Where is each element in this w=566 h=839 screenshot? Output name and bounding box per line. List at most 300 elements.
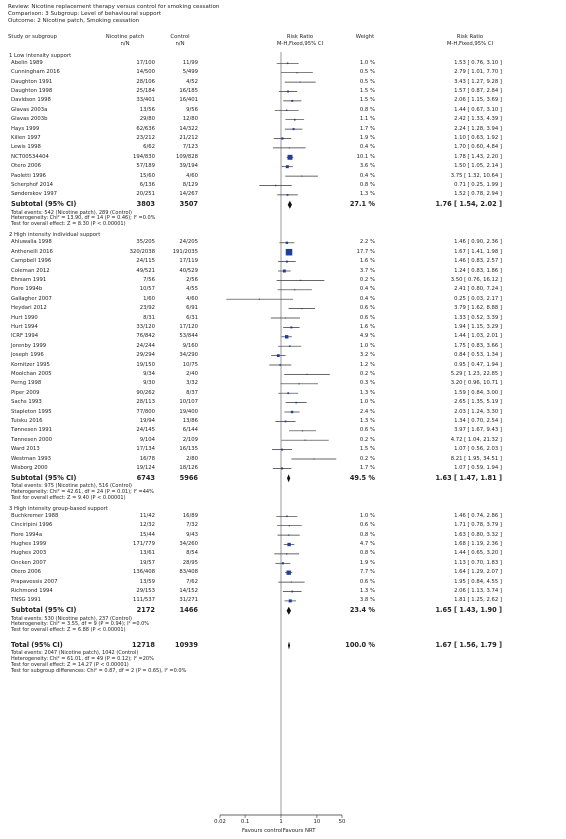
study-weight: 0.3 % — [359, 380, 375, 387]
total-ci: 1.67 [ 1.56, 1.79 ] — [435, 641, 502, 649]
study-name: Oncken 2007 — [11, 559, 47, 566]
study-name: Glavas 2003a — [11, 106, 48, 113]
effect-square — [285, 317, 286, 318]
effect-square — [294, 119, 296, 121]
subtotal-exp: 6743 — [136, 473, 155, 482]
study-exp: 62/636 — [136, 125, 155, 132]
subtotal-exp: 3803 — [136, 200, 155, 209]
study-exp: 13/61 — [139, 550, 155, 557]
study-ci: 1.68 [ 1.19, 2.36 ] — [454, 541, 502, 547]
heterogeneity-note: Heterogeneity: Chi² = 42.61, df = 24 (P = 0.01); I² =44% — [11, 488, 154, 495]
study-exp: 33/401 — [136, 97, 155, 104]
study-exp: 320/2038 — [129, 248, 155, 255]
study-name: Campbell 1996 — [11, 258, 52, 265]
study-name: Anthenelli 2016 — [11, 248, 53, 255]
subtotal-diamond — [287, 607, 291, 615]
study-name: Davidson 1998 — [11, 97, 51, 104]
comparison-title: Comparison: 3 Subgroup: Level of behavioural support — [8, 11, 162, 17]
study-weight: 1.9 % — [359, 559, 375, 566]
col-rr: Risk Ratio — [286, 34, 314, 40]
study-name: Wisborg 2000 — [11, 464, 48, 471]
study-ci: 8.21 [ 1.95, 34.51 ] — [450, 455, 502, 462]
study-ctl: 6/91 — [186, 305, 198, 312]
study-weight: 0.5 % — [359, 78, 375, 85]
study-ctl: 17/119 — [179, 258, 198, 265]
heterogeneity-note: Total events: 542 (Nicotine patch), 289 (Control) — [11, 209, 132, 216]
study-ci: 2.06 [ 1.15, 3.69 ] — [454, 97, 502, 104]
subtotal-ci: 1.76 [ 1.54, 2.02 ] — [435, 200, 502, 209]
study-name: Gallagher 2007 — [11, 295, 52, 302]
study-ctl: 9/160 — [182, 342, 198, 349]
subtotal-diamond — [288, 201, 292, 209]
subtotal-exp: 2172 — [136, 606, 155, 615]
study-name: Hays 1999 — [11, 125, 40, 132]
study-exp: 29/294 — [136, 352, 155, 359]
study-exp: 111/537 — [132, 597, 155, 604]
study-name: Daughton 1998 — [11, 88, 53, 94]
study-weight: 0.8 % — [359, 182, 375, 188]
study-name: Scherphof 2014 — [11, 182, 54, 188]
study-exp: 19/94 — [139, 417, 155, 424]
study-name: Westman 1993 — [11, 455, 51, 462]
study-ci: 2.41 [ 0.80, 7.24 ] — [454, 286, 502, 293]
effect-square — [289, 599, 292, 602]
heterogeneity-note: Total events: 975 (Nicotine patch), 516 (Control) — [11, 483, 132, 490]
subtotal-weight: 49.5 % — [349, 473, 375, 482]
study-exp: 13/56 — [139, 106, 155, 113]
study-ctl: 10/107 — [179, 399, 198, 406]
study-ctl: 7/62 — [186, 578, 198, 585]
study-exp: 6/62 — [143, 144, 155, 151]
review-title: Review: Nicotine replacement therapy versus control for smoking cessation — [8, 4, 220, 10]
study-ctl: 14/267 — [179, 191, 198, 198]
study-name: Sachs 1993 — [11, 399, 42, 406]
effect-square — [285, 421, 287, 423]
study-ci: 1.50 [ 1.05, 2.14 ] — [454, 163, 502, 170]
study-ci: 3.97 [ 1.67, 9.43 ] — [454, 427, 502, 434]
effect-square — [299, 383, 300, 384]
effect-square — [296, 72, 297, 73]
study-exp: 19/124 — [136, 464, 155, 471]
study-ctl: 39/194 — [179, 163, 198, 170]
study-name: Stapleton 1995 — [11, 408, 52, 415]
effect-square — [291, 591, 293, 593]
effect-square — [281, 137, 283, 139]
study-ci: 2.03 [ 1.24, 3.30 ] — [454, 408, 502, 415]
study-name: Joseph 1996 — [11, 352, 44, 359]
study-exp: 9/104 — [139, 436, 155, 443]
study-weight: 1.6 % — [359, 323, 375, 330]
effect-square — [293, 128, 295, 130]
study-ctl: 40/529 — [179, 267, 198, 274]
effect-square — [301, 176, 302, 177]
study-name: Ahluwalia 1998 — [11, 239, 52, 246]
study-exp: 24/244 — [136, 342, 155, 349]
study-ci: 2.65 [ 1.35, 5.19 ] — [454, 399, 502, 406]
study-exp: 20/251 — [136, 191, 155, 198]
study-name: Moolchan 2005 — [11, 370, 52, 377]
study-ctl: 24/205 — [179, 239, 198, 246]
study-ci: 2.79 [ 1.01, 7.70 ] — [454, 69, 502, 76]
subtotal-weight: 27.1 % — [349, 200, 375, 209]
study-ctl: 2/40 — [186, 370, 198, 377]
study-name: Perng 1998 — [11, 380, 42, 387]
study-exp: 24/145 — [136, 427, 155, 434]
study-name: Richmond 1994 — [11, 588, 53, 594]
study-weight: 3.8 % — [359, 597, 375, 604]
effect-square — [294, 289, 295, 290]
study-weight: 3.6 % — [359, 163, 375, 170]
study-weight: 0.6 % — [359, 314, 375, 321]
effect-square — [287, 63, 289, 65]
study-ctl: 4/60 — [186, 172, 198, 179]
study-weight: 0.2 % — [359, 436, 375, 443]
effect-square — [275, 185, 276, 186]
study-exp: 57/189 — [136, 163, 155, 170]
effect-square — [300, 280, 301, 281]
study-exp: 23/212 — [136, 135, 155, 141]
study-name: Tuisku 2016 — [11, 417, 43, 424]
study-weight: 3.2 % — [359, 352, 375, 359]
study-exp: 23/92 — [139, 305, 155, 312]
study-ci: 1.64 [ 1.29, 2.07 ] — [454, 569, 502, 576]
study-ci: 1.63 [ 0.80, 3.32 ] — [454, 531, 502, 538]
study-ci: 1.33 [ 0.52, 3.39 ] — [454, 314, 502, 321]
study-weight: 7.7 % — [359, 569, 375, 576]
study-name: Hughes 2003 — [11, 550, 47, 557]
study-ci: 1.44 [ 0.65, 3.20 ] — [454, 550, 502, 557]
study-exp: 13/59 — [139, 578, 155, 585]
study-weight: 0.2 % — [359, 455, 375, 462]
study-exp: 9/30 — [143, 380, 155, 387]
study-exp: 76/842 — [136, 333, 155, 340]
study-exp: 77/800 — [136, 408, 155, 415]
study-ci: 1.34 [ 0.70, 2.54 ] — [454, 417, 502, 424]
study-ci: 3.43 [ 1.27, 9.28 ] — [454, 78, 502, 85]
study-ctl: 3/32 — [186, 380, 198, 387]
effect-square — [300, 82, 301, 83]
study-name: NCT00534404 — [11, 153, 49, 160]
study-exp: 14/500 — [136, 69, 155, 76]
study-weight: 3.7 % — [359, 267, 375, 274]
study-ctl: 8/37 — [186, 389, 198, 396]
study-weight: 1.5 % — [359, 97, 375, 104]
study-ctl: 12/80 — [182, 116, 198, 123]
heterogeneity-note: Test for overall effect: Z = 6.88 (P < 0.00001) — [11, 627, 126, 634]
effect-square — [288, 155, 293, 160]
study-exp: 28/113 — [136, 399, 155, 406]
effect-square — [291, 411, 293, 413]
study-ctl: 8/54 — [186, 550, 198, 557]
study-ci: 1.81 [ 1.25, 2.62 ] — [454, 597, 502, 604]
study-ci: 2.06 [ 1.13, 3.74 ] — [454, 588, 502, 594]
effect-square — [286, 516, 288, 518]
study-exp: 136/408 — [132, 569, 155, 576]
col-exp: Nicotine patch — [105, 34, 145, 40]
study-exp: 11/42 — [139, 512, 155, 519]
study-ctl: 191/2035 — [172, 248, 198, 255]
study-weight: 17.7 % — [356, 248, 375, 255]
study-ctl: 16/401 — [179, 97, 198, 104]
study-ci: 1.67 [ 1.41, 1.98 ] — [454, 248, 502, 255]
study-exp: 29/80 — [139, 116, 155, 123]
study-ctl: 13/86 — [182, 417, 198, 424]
study-weight: 1.3 % — [359, 389, 375, 396]
study-weight: 0.8 % — [359, 106, 375, 113]
total-weight: 100.0 % — [345, 641, 375, 649]
study-ctl: 9/56 — [186, 106, 198, 113]
study-ctl: 2/56 — [186, 276, 198, 283]
axis-tick-label: 50 — [338, 819, 346, 825]
study-ci: 1.70 [ 0.60, 4.84 ] — [454, 144, 502, 151]
study-ci: 1.46 [ 0.74, 2.86 ] — [454, 512, 502, 519]
study-exp: 12/32 — [139, 522, 155, 529]
col-study: Study or subgroup — [8, 34, 57, 40]
axis-tick-label: 10 — [313, 819, 321, 825]
study-weight: 1.7 % — [359, 125, 375, 132]
study-weight: 1.3 % — [359, 191, 375, 198]
subtotal-ctl: 1466 — [179, 606, 198, 615]
subtotal-weight: 23.4 % — [349, 606, 375, 615]
study-ci: 1.07 [ 0.56, 2.03 ] — [454, 446, 502, 453]
study-exp: 15/60 — [139, 172, 155, 179]
effect-square — [313, 458, 314, 459]
study-name: Tønnesen 1991 — [11, 427, 52, 434]
effect-square — [289, 147, 290, 148]
subtotal-label: Subtotal (95% CI) — [11, 606, 77, 615]
study-weight: 0.2 % — [359, 370, 375, 377]
study-ci: 2.42 [ 1.33, 4.39 ] — [454, 116, 502, 123]
study-ci: 1.24 [ 0.83, 1.86 ] — [454, 267, 502, 274]
study-exp: 15/44 — [139, 531, 155, 538]
heterogeneity-note: Test for overall effect: Z = 14.27 (P < 0.00001) — [11, 661, 129, 668]
heterogeneity-note: Heterogeneity: Chi² = 13.90, df = 14 (P = 0.46); I² =0.0% — [11, 215, 156, 222]
study-weight: 1.0 % — [359, 399, 375, 406]
study-exp: 16/78 — [139, 455, 155, 462]
study-exp: 9/34 — [143, 370, 155, 377]
subgroup-title: 1 Low intensity support — [9, 52, 72, 59]
subtotal-ci: 1.63 [ 1.47, 1.81 ] — [435, 473, 502, 482]
study-ctl: 53/844 — [179, 333, 198, 340]
study-ctl: 109/828 — [175, 153, 198, 160]
effect-square — [286, 249, 293, 256]
subtotal-label: Subtotal (95% CI) — [11, 200, 77, 209]
study-weight: 0.2 % — [359, 276, 375, 283]
study-weight: 0.6 % — [359, 522, 375, 529]
study-weight: 0.8 % — [359, 550, 375, 557]
study-ctl: 16/89 — [182, 512, 198, 519]
study-weight: 1.6 % — [359, 258, 375, 265]
study-ctl: 34/290 — [179, 352, 198, 359]
study-ctl: 19/400 — [179, 408, 198, 415]
study-name: Cinciripini 1996 — [11, 522, 53, 529]
effect-square — [301, 308, 302, 309]
study-name: Ward 2013 — [11, 446, 40, 453]
study-ci: 3.75 [ 1.32, 10.64 ] — [450, 172, 502, 179]
effect-square — [281, 449, 283, 451]
study-ctl: 11/99 — [182, 59, 198, 66]
col-ctl-sub: n/N — [175, 41, 185, 47]
study-exp: 17/100 — [136, 59, 155, 66]
study-name: Tønnesen 2000 — [11, 436, 52, 443]
study-name: Fiore 1994b — [11, 286, 43, 293]
study-ctl: 4/52 — [186, 78, 198, 85]
study-ci: 1.59 [ 0.84, 3.00 ] — [454, 389, 502, 396]
study-weight: 0.6 % — [359, 305, 375, 312]
effect-square — [287, 392, 289, 394]
study-name: Glavas 2003b — [11, 116, 48, 123]
study-name: Kornitzer 1995 — [11, 361, 50, 368]
study-name: Prapavessis 2007 — [11, 578, 58, 585]
study-name: Fiore 1994a — [11, 531, 43, 538]
effect-square — [288, 534, 289, 535]
study-weight: 4.7 % — [359, 541, 375, 547]
axis-tick-label: 0.02 — [214, 819, 226, 825]
study-weight: 1.0 % — [359, 342, 375, 349]
study-ctl: 83/408 — [179, 569, 198, 576]
study-weight: 0.4 % — [359, 144, 375, 151]
study-ci: 1.46 [ 0.83, 2.57 ] — [454, 258, 502, 265]
study-weight: 0.4 % — [359, 295, 375, 302]
study-exp: 24/115 — [136, 258, 155, 265]
study-exp: 194/830 — [132, 153, 155, 160]
study-ci: 1.13 [ 0.70, 1.83 ] — [454, 559, 502, 566]
total-exp: 12718 — [132, 641, 155, 649]
effect-square — [302, 430, 303, 431]
subtotal-label: Subtotal (95% CI) — [11, 473, 77, 482]
study-ctl: 31/271 — [179, 597, 198, 604]
study-ci: 1.78 [ 1.43, 2.20 ] — [454, 153, 502, 160]
study-ci: 1.94 [ 1.15, 3.29 ] — [454, 323, 502, 330]
study-name: Daughton 1991 — [11, 78, 53, 85]
study-name: Paoletti 1996 — [11, 172, 46, 179]
study-exp: 6/136 — [139, 182, 155, 188]
study-exp: 19/150 — [136, 361, 155, 368]
study-weight: 1.9 % — [359, 135, 375, 141]
study-ci: 3.20 [ 0.96, 10.71 ] — [450, 380, 502, 387]
effect-square — [277, 354, 280, 357]
total-diamond — [288, 642, 290, 650]
col-rr2-sub: M-H,Fixed,95% CI — [446, 41, 494, 47]
study-name: Otero 2006 — [11, 569, 41, 576]
study-ci: 4.72 [ 1.04, 21.32 ] — [450, 436, 502, 443]
study-exp: 17/134 — [136, 446, 155, 453]
study-weight: 10.1 % — [356, 153, 375, 160]
effect-square — [286, 261, 288, 263]
study-weight: 1.7 % — [359, 464, 375, 471]
favours-control-label: Favours control — [241, 828, 283, 834]
study-ctl: 16/135 — [179, 446, 198, 453]
study-exp: 33/120 — [136, 323, 155, 330]
total-label: Total (95% CI) — [11, 641, 63, 649]
study-ci: 1.46 [ 0.90, 2.36 ] — [454, 239, 502, 246]
study-ctl: 2/109 — [182, 436, 198, 443]
heterogeneity-note: Total events: 2047 (Nicotine patch), 1042 (Control) — [11, 650, 139, 657]
effect-square — [259, 299, 260, 300]
study-exp: 35/205 — [136, 239, 155, 246]
effect-square — [286, 242, 288, 244]
study-ci: 2.24 [ 1.28, 3.94 ] — [454, 125, 502, 132]
study-name: Coleman 2012 — [11, 267, 50, 274]
effect-square — [287, 91, 289, 93]
study-weight: 1.3 % — [359, 417, 375, 424]
study-weight: 2.4 % — [359, 408, 375, 415]
col-ctl: Control — [170, 34, 190, 40]
effect-square — [282, 562, 284, 564]
subtotal-ctl: 3507 — [179, 200, 198, 209]
study-weight: 1.1 % — [359, 116, 375, 123]
study-ctl: 34/260 — [179, 541, 198, 547]
study-exp: 90/262 — [136, 389, 155, 396]
outcome-title: Outcome: 2 Nicotine patch, Smoking cessation — [8, 18, 140, 24]
study-ctl: 4/60 — [186, 295, 198, 302]
study-ctl: 6/144 — [182, 427, 198, 434]
study-ctl: 16/185 — [179, 88, 198, 94]
study-ctl: 7/32 — [186, 522, 198, 529]
effect-square — [285, 335, 288, 338]
study-ci: 1.53 [ 0.76, 3.10 ] — [454, 59, 502, 66]
col-weight: Weight — [355, 34, 375, 40]
effect-square — [286, 553, 287, 554]
study-ci: 1.10 [ 0.63, 1.92 ] — [454, 135, 502, 141]
study-exp: 19/57 — [139, 559, 155, 566]
effect-square — [290, 326, 292, 328]
study-ctl: 2/80 — [186, 455, 198, 462]
study-ci: 1.44 [ 1.03, 2.01 ] — [454, 333, 502, 340]
study-exp: 28/106 — [136, 78, 155, 85]
study-name: Abelin 1989 — [11, 59, 43, 66]
study-name: Ehrsam 1991 — [11, 276, 47, 283]
study-ctl: 10/75 — [182, 361, 198, 368]
study-ctl: 8/129 — [182, 182, 198, 188]
heterogeneity-note: Test for overall effect: Z = 9.40 (P < 0.00001) — [11, 494, 126, 501]
study-weight: 1.3 % — [359, 588, 375, 594]
study-ci: 3.79 [ 1.62, 8.88 ] — [454, 305, 502, 312]
study-weight: 1.5 % — [359, 446, 375, 453]
study-weight: 0.6 % — [359, 427, 375, 434]
study-weight: 0.8 % — [359, 531, 375, 538]
study-weight: 1.5 % — [359, 88, 375, 94]
study-ci: 1.07 [ 0.59, 1.94 ] — [454, 464, 502, 471]
study-ci: 0.95 [ 0.47, 1.94 ] — [454, 361, 502, 368]
study-weight: 1.0 % — [359, 59, 375, 66]
study-ctl: 6/31 — [186, 314, 198, 321]
study-name: Hurt 1994 — [11, 323, 38, 330]
study-ci: 1.57 [ 0.87, 2.84 ] — [454, 88, 502, 94]
study-exp: 49/521 — [136, 267, 155, 274]
study-weight: 1.0 % — [359, 512, 375, 519]
effect-square — [289, 345, 291, 347]
study-ci: 1.75 [ 0.83, 3.66 ] — [454, 342, 502, 349]
study-ci: 1.95 [ 0.84, 4.55 ] — [454, 578, 502, 585]
heterogeneity-note: Total events: 530 (Nicotine patch), 237 (Control) — [11, 615, 132, 622]
study-name: Hurt 1990 — [11, 314, 38, 321]
study-exp: 10/57 — [139, 286, 155, 293]
effect-square — [305, 440, 306, 441]
study-ctl: 9/43 — [186, 531, 198, 538]
col-rr-sub: M-H,Fixed,95% CI — [276, 41, 324, 47]
effect-square — [306, 374, 307, 375]
study-ctl: 17/120 — [179, 323, 198, 330]
study-name: Jorenby 1999 — [11, 342, 47, 349]
effect-square — [283, 270, 286, 273]
study-name: Killen 1997 — [11, 135, 41, 141]
effect-square — [289, 525, 290, 526]
effect-square — [287, 194, 289, 196]
subgroup-title: 2 High intensity individual support — [9, 232, 101, 238]
study-ctl: 21/212 — [179, 135, 198, 141]
effect-square — [287, 571, 291, 575]
